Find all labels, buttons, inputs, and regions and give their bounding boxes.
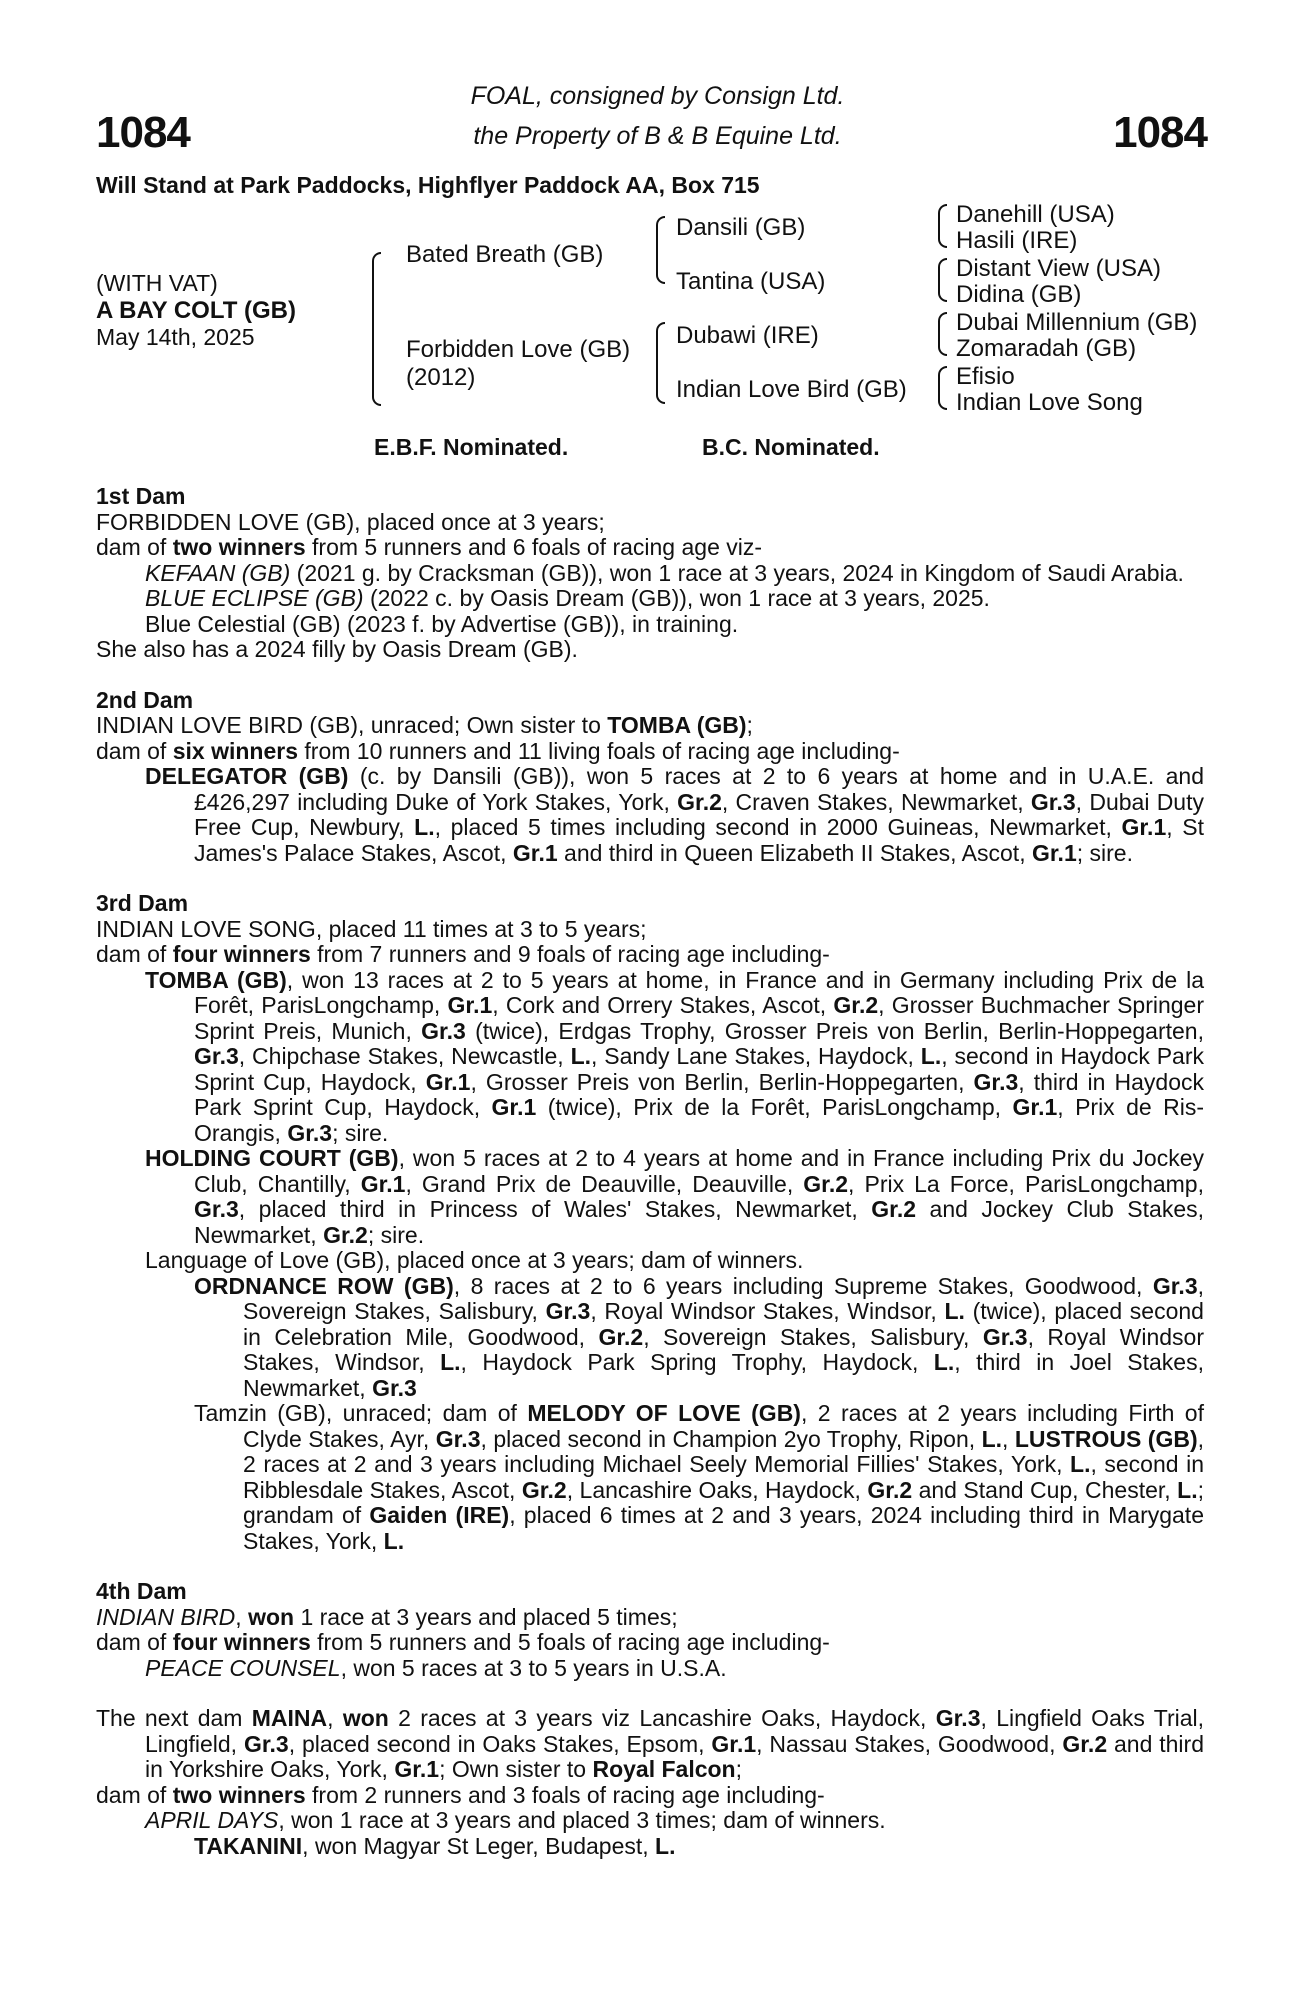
dam-parents-brace (656, 322, 665, 404)
g1-brace (938, 204, 947, 248)
g4-brace (938, 366, 947, 410)
next-dam-line: The next dam MAINA, won 2 races at 3 years viz Lancashire Oaks, Haydock, Gr.3, Lingfield Oaks Trial, Lingfield, Gr.3, placed second in Oaks Stakes, Epsom, Gr.1, Nassau Stakes, Goodwood, Gr.2 and third in Yorkshire Oaks, York, Gr.1; Own sister to Royal Falcon; (96, 1705, 1205, 1782)
dam-dam: Indian Love Bird (GB) (676, 376, 907, 403)
lot-number-right: 1084 (1113, 108, 1207, 157)
next-dam-record: dam of two winners from 2 runners and 3 foals of racing age including- (96, 1781, 825, 1808)
stabling-info: Will Stand at Park Paddocks, Highflyer Paddock AA, Box 715 (96, 172, 760, 198)
g2-brace (938, 258, 947, 302)
granddam-2: Didina (GB) (956, 281, 1082, 308)
catalogue-body (96, 484, 1204, 1859)
fourth-dam-line: INDIAN BIRD, won 1 race at 3 years and placed 5 times; (96, 1603, 678, 1630)
fourth-dam-record: dam of four winners from 5 runners and 5 foals of racing age including- (96, 1629, 830, 1655)
progeny-takanini: TAKANINI, won Magyar St Leger, Budapest, L. (194, 1832, 676, 1859)
sire-parents-brace (656, 216, 665, 284)
consignor-line-1: FOAL, consigned by Consign Ltd. (470, 82, 845, 110)
lot-number-left: 1084 (96, 108, 190, 157)
progeny-delegator: DELEGATOR (GB) (c. by Dansili (GB)), won 5 races at 2 to 6 years at home and in U.A.E. and £426,297 including Duke of York Stakes, York, Gr.2, Craven Stakes, Newmarket, Gr.3, Dubai Duty Free Cup, Newbury, L., placed 5 times including second in 2000 Guineas, Newmarket, Gr.1, St James's Palace Stakes, Ascot, Gr.1 and third in Queen Elizabeth II Stakes, Ascot, Gr.1; sire. (145, 763, 1204, 866)
granddam-3: Zomaradah (GB) (956, 335, 1137, 362)
progeny-peace-counsel: PEACE COUNSEL, won 5 races at 3 to 5 years in U.S.A. (145, 1654, 727, 1681)
foaling-date: May 14th, 2025 (96, 324, 255, 350)
sire-dam-brace (372, 252, 381, 406)
progeny-blue-eclipse: BLUE ECLIPSE (GB) (2022 c. by Oasis Dream (GB)), won 1 race at 3 years, 2025. (145, 585, 990, 611)
progeny-april-days: APRIL DAYS, won 1 race at 3 years and placed 3 times; dam of winners. (145, 1807, 886, 1833)
dam: Forbidden Love (GB) (406, 336, 631, 363)
g3-brace (938, 312, 947, 356)
grandsire-4: Efisio (956, 363, 1015, 390)
bc-nomination: B.C. Nominated. (702, 434, 880, 460)
dam-sire: Dubawi (IRE) (676, 322, 819, 349)
consignor-line-2: the Property of B & B Equine Ltd. (473, 122, 842, 150)
first-dam-heading: 1st Dam (96, 483, 186, 509)
progeny-tomba: TOMBA (GB), won 13 races at 2 to 5 years at home, in France and in Germany including Prix de la Forêt, ParisLongchamp, Gr.1, Cork and Orrery Stakes, Ascot, Gr.2, Grosser Buchmacher Springer Sprint Preis, Munich, Gr.3 (twice), Erdgas Trophy, Grosser Preis von Berlin, Berlin-Hoppegarten, Gr.3, Chipchase Stakes, Newcastle, L., Sandy Lane Stakes, Haydock, L., second in Haydock Park Sprint Cup, Haydock, Gr.1, Grosser Preis von Berlin, Berlin-Hoppegarten, Gr.3, third in Haydock Park Sprint Cup, Haydock, Gr.1 (twice), Prix de la Forêt, ParisLongchamp, Gr.1, Prix de Ris-Orangis, Gr.3; sire. (145, 966, 1205, 1146)
grandsire-1: Danehill (USA) (956, 201, 1115, 228)
third-dam-record: dam of four winners from 7 runners and 9 foals of racing age including- (96, 941, 830, 967)
ebf-nomination: E.B.F. Nominated. (374, 434, 569, 460)
grandsire-2: Distant View (USA) (956, 255, 1161, 282)
progeny-holding-court: HOLDING COURT (GB), won 5 races at 2 to 4 years at home and in France including Prix du Jockey Club, Chantilly, Gr.1, Grand Prix de Deauville, Deauville, Gr.2, Prix La Force, ParisLongchamp, Gr.3, placed third in Princess of Wales' Stakes, Newmarket, Gr.2 and Jockey Club Stakes, Newmarket, Gr.2; sire. (145, 1145, 1205, 1248)
dam-year: (2012) (406, 364, 476, 391)
fourth-dam-heading: 4th Dam (96, 1578, 187, 1604)
vat-note: (WITH VAT) (96, 270, 218, 296)
progeny-tamzin: Tamzin (GB), unraced; dam of MELODY OF LOVE (GB), 2 races at 2 years including Firth of Clyde Stakes, Ayr, Gr.3, placed second in Champion 2yo Trophy, Ripon, L., LUSTROUS (GB), 2 races at 2 and 3 years including Michael Seely Memorial Fillies' Stakes, York, L., second in Ribblesdale Stakes, Ascot, Gr.2, Lancashire Oaks, Haydock, Gr.2 and Stand Cup, Chester, L.; grandam of Gaiden (IRE), placed 6 times at 2 and 3 years, 2024 including third in Marygate Stakes, York, L. (194, 1400, 1204, 1554)
first-dam-also: She also has a 2024 filly by Oasis Dream (GB). (96, 636, 578, 662)
third-dam-line: INDIAN LOVE SONG, placed 11 times at 3 to 5 years; (96, 915, 647, 942)
third-dam-heading: 3rd Dam (96, 890, 189, 916)
sire-sire: Dansili (GB) (676, 214, 806, 241)
sire-dam: Tantina (USA) (676, 268, 826, 295)
horse-name: A BAY COLT (GB) (96, 297, 297, 324)
first-dam-line: FORBIDDEN LOVE (GB), placed once at 3 years; (96, 508, 605, 535)
granddam-4: Indian Love Song (956, 389, 1143, 416)
second-dam-record: dam of six winners from 10 runners and 11 living foals of racing age including- (96, 737, 900, 764)
second-dam-line: INDIAN LOVE BIRD (GB), unraced; Own sister to TOMBA (GB); (96, 712, 753, 738)
sire: Bated Breath (GB) (406, 241, 604, 268)
second-dam-heading: 2nd Dam (96, 686, 194, 713)
progeny-language-of-love: Language of Love (GB), placed once at 3 years; dam of winners. (145, 1247, 804, 1273)
grandsire-3: Dubai Millennium (GB) (956, 309, 1198, 336)
progeny-ordnance-row: ORDNANCE ROW (GB), 8 races at 2 to 6 years including Supreme Stakes, Goodwood, Gr.3, Sovereign Stakes, Salisbury, Gr.3, Royal Windsor Stakes, Windsor, L. (twice), placed second in Celebration Mile, Goodwood, Gr.2, Sovereign Stakes, Salisbury, Gr.3, Royal Windsor Stakes, Windsor, L., Haydock Park Spring Trophy, Haydock, L., third in Joel Stakes, Newmarket, Gr.3 (194, 1272, 1205, 1401)
granddam-1: Hasili (IRE) (956, 227, 1078, 254)
first-dam-record: dam of two winners from 5 runners and 6 foals of racing age viz- (96, 534, 763, 560)
progeny-blue-celestial: Blue Celestial (GB) (2023 f. by Advertise (GB)), in training. (145, 610, 739, 637)
progeny-kefaan: KEFAAN (GB) (2021 g. by Cracksman (GB)), won 1 race at 3 years, 2024 in Kingdom of Saudi Arabia. (145, 559, 1184, 586)
